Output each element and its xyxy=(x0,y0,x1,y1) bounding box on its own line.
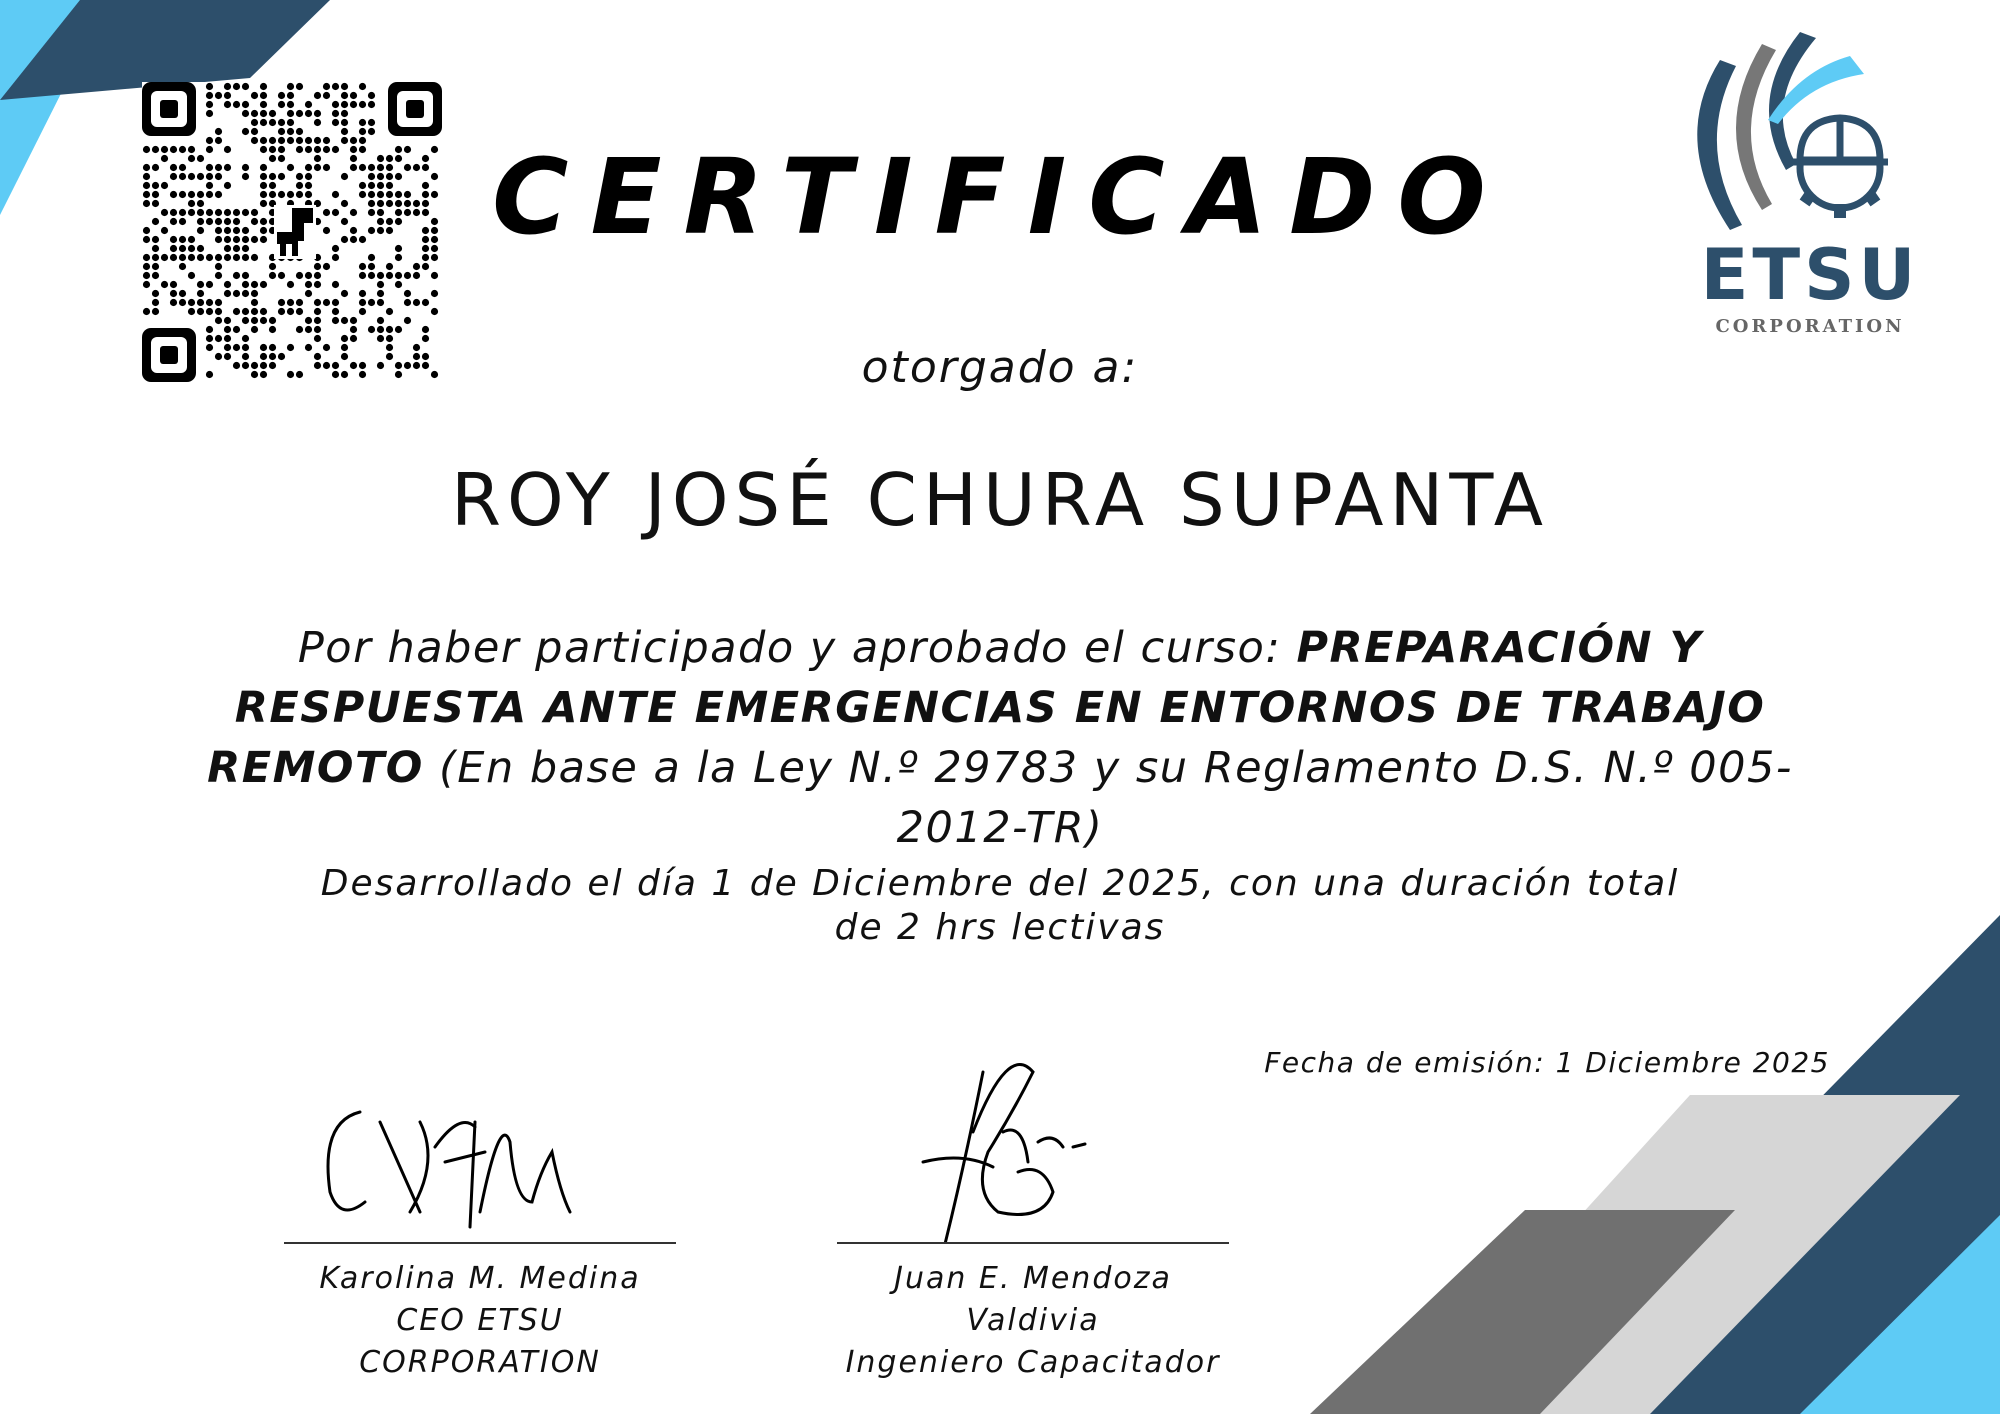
development-statement xyxy=(300,862,1700,950)
signature-engineer-handwriting xyxy=(823,1052,1243,1242)
qr-code-icon xyxy=(142,82,442,382)
course-statement xyxy=(170,618,1830,858)
signature-ceo-handwriting xyxy=(270,1052,690,1242)
logo-wordmark: ETSU xyxy=(1700,234,1920,316)
course-basis: (En base a la Ley N.º 29783 y su Reglamento D.S. N.º 005-2012-TR) xyxy=(423,743,1793,853)
signature-role-engineer: Ingeniero Capacitador xyxy=(845,1345,1221,1380)
signature-name-ceo: Karolina M. Medina xyxy=(319,1261,641,1296)
dinosaur-icon xyxy=(274,205,316,259)
course-intro: Por haber participado y aprobado el curso: xyxy=(297,623,1297,673)
logo-subtitle: CORPORATION xyxy=(1715,316,1905,337)
issue-date: Fecha de emisión: 1 Diciembre 2025 xyxy=(1264,1046,1830,1079)
development-line-1: Desarrollado el día 1 de Diciembre del 2025, con una duración total xyxy=(320,863,1680,904)
recipient-name: ROY JOSÉ CHURA SUPANTA xyxy=(451,458,1549,542)
granted-label: otorgado a: xyxy=(861,342,1139,393)
certificate-title: CERTIFICADO xyxy=(492,136,1508,258)
course-name: PREPARACIÓN Y RESPUESTA ANTE EMERGENCIAS EN ENTORNOS DE TRABAJO REMOTO xyxy=(207,623,1766,793)
signature-name-engineer: Juan E. Mendoza Valdivia xyxy=(894,1261,1172,1338)
signature-block-engineer xyxy=(823,1052,1243,1384)
signature-block-ceo xyxy=(270,1052,690,1384)
signature-role-ceo: CEO ETSU CORPORATION xyxy=(359,1303,601,1380)
development-line-2: de 2 hrs lectivas xyxy=(834,907,1166,948)
